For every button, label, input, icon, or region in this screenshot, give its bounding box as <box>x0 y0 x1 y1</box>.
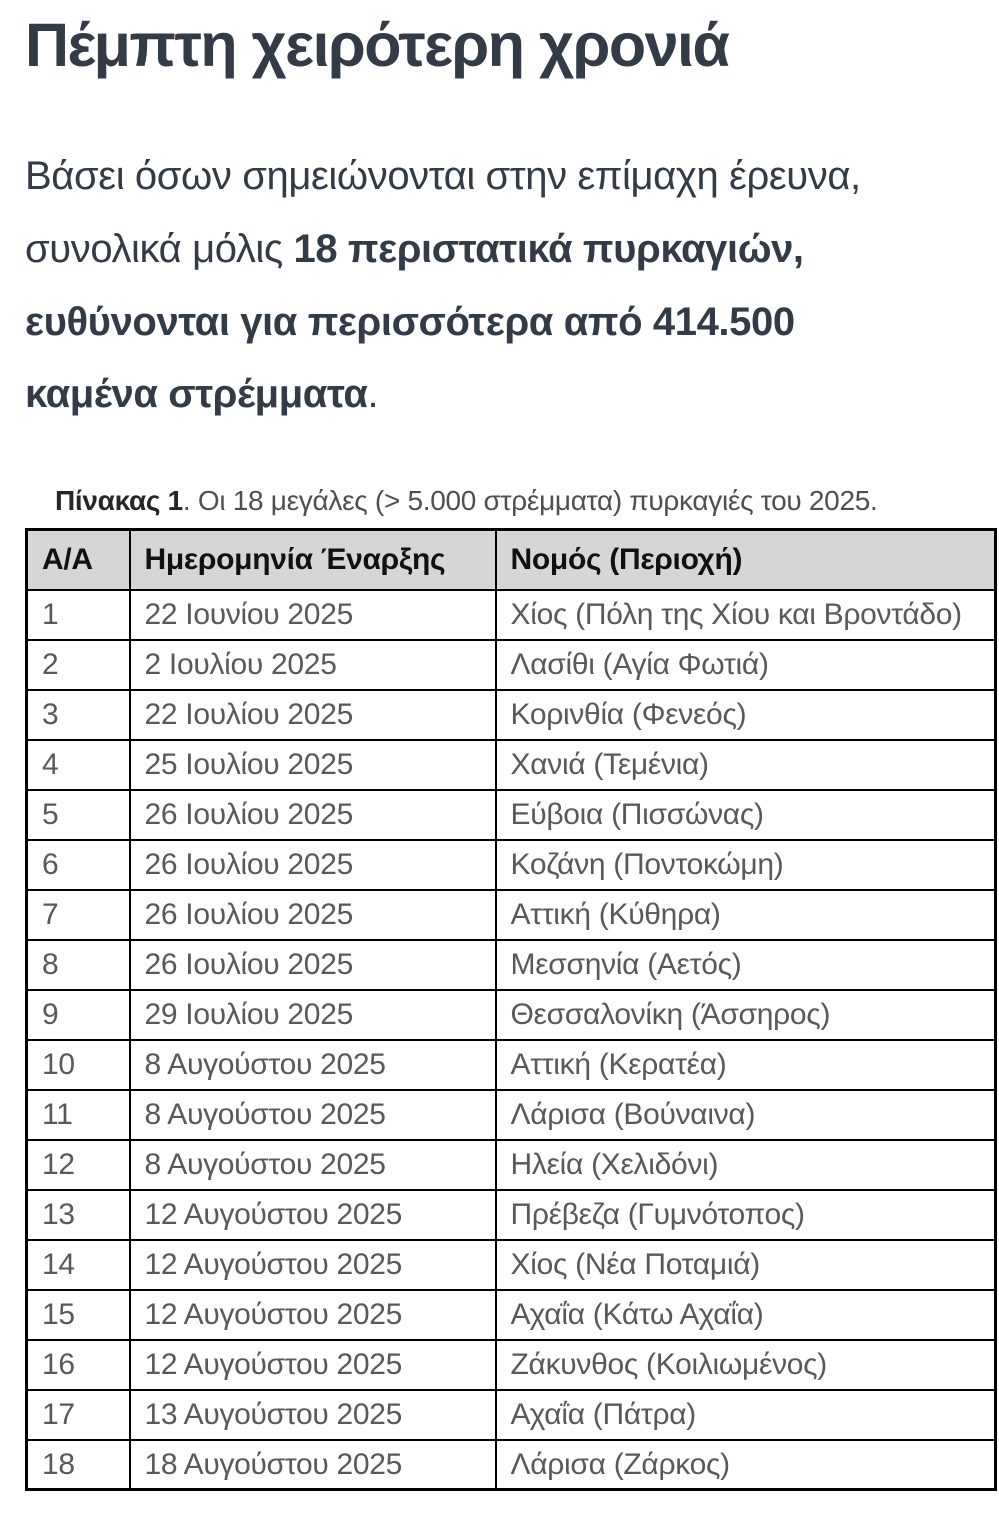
table-header-row <box>27 530 996 590</box>
cell-date: 12 Αυγούστου 2025 <box>130 1340 496 1390</box>
cell-date: 2 Ιουλίου 2025 <box>130 640 496 690</box>
cell-region: Εύβοια (Πισσώνας) <box>496 790 996 840</box>
cell-region: Ζάκυνθος (Κοιλιωμένος) <box>496 1340 996 1390</box>
cell-region: Αχαΐα (Κάτω Αχαΐα) <box>496 1290 996 1340</box>
cell-index: 17 <box>27 1390 130 1440</box>
cell-date: 29 Ιουλίου 2025 <box>130 990 496 1040</box>
table-row <box>27 1340 996 1390</box>
table-row <box>27 1140 996 1190</box>
cell-date: 25 Ιουλίου 2025 <box>130 740 496 790</box>
table-row <box>27 1040 996 1090</box>
cell-index: 15 <box>27 1290 130 1340</box>
cell-region: Κοζάνη (Ποντοκώμη) <box>496 840 996 890</box>
cell-index: 9 <box>27 990 130 1040</box>
cell-date: 13 Αυγούστου 2025 <box>130 1390 496 1440</box>
cell-date: 22 Ιουνίου 2025 <box>130 590 496 640</box>
table-row <box>27 1290 996 1340</box>
cell-region: Πρέβεζα (Γυμνότοπος) <box>496 1190 996 1240</box>
table-caption <box>55 485 974 517</box>
header-cell-index: Α/Α <box>27 530 130 590</box>
table-row <box>27 640 996 690</box>
table-row <box>27 1240 996 1290</box>
page-title: Πέμπτη χειρότερη χρονιά <box>25 11 729 79</box>
cell-index: 8 <box>27 940 130 990</box>
header-cell-region: Νομός (Περιοχή) <box>496 530 996 590</box>
cell-region: Αττική (Κύθηρα) <box>496 890 996 940</box>
cell-region: Θεσσαλονίκη (Άσσηρος) <box>496 990 996 1040</box>
table-row <box>27 940 996 990</box>
table-caption-label: Πίνακας 1 <box>55 485 183 517</box>
table-row <box>27 1440 996 1490</box>
cell-index: 11 <box>27 1090 130 1140</box>
intro-text-period: . <box>367 372 379 417</box>
cell-date: 18 Αυγούστου 2025 <box>130 1440 496 1490</box>
cell-index: 16 <box>27 1340 130 1390</box>
cell-date: 26 Ιουλίου 2025 <box>130 790 496 840</box>
cell-date: 12 Αυγούστου 2025 <box>130 1190 496 1240</box>
table-caption-text: . Οι 18 μεγάλες (> 5.000 στρέμματα) πυρκαγιές του 2025. <box>182 485 878 517</box>
cell-index: 10 <box>27 1040 130 1090</box>
cell-date: 8 Αυγούστου 2025 <box>130 1040 496 1090</box>
table-row <box>27 840 996 890</box>
fires-table <box>25 528 997 1491</box>
cell-index: 12 <box>27 1140 130 1190</box>
table-row <box>27 990 996 1040</box>
cell-region: Χίος (Πόλη της Χίου και Βροντάδο) <box>496 590 996 640</box>
cell-region: Λάρισα (Ζάρκος) <box>496 1440 996 1490</box>
header-cell-date: Ημερομηνία Έναρξης <box>130 530 496 590</box>
intro-text-regular: Βάσει όσων σημειώνονται στην επίμαχη έρευνα, συνολικά μόλις <box>25 154 861 271</box>
cell-index: 13 <box>27 1190 130 1240</box>
cell-region: Χίος (Νέα Ποταμιά) <box>496 1240 996 1290</box>
cell-index: 18 <box>27 1440 130 1490</box>
table-body <box>27 590 996 1490</box>
cell-index: 4 <box>27 740 130 790</box>
cell-index: 6 <box>27 840 130 890</box>
table-row <box>27 1190 996 1240</box>
cell-index: 7 <box>27 890 130 940</box>
cell-date: 22 Ιουλίου 2025 <box>130 690 496 740</box>
cell-index: 14 <box>27 1240 130 1290</box>
cell-region: Αττική (Κερατέα) <box>496 1040 996 1090</box>
table-row <box>27 890 996 940</box>
cell-region: Ηλεία (Χελιδόνι) <box>496 1140 996 1190</box>
table-row <box>27 740 996 790</box>
table-row <box>27 1090 996 1140</box>
cell-region: Λάρισα (Βούναινα) <box>496 1090 996 1140</box>
table-row <box>27 690 996 740</box>
cell-index: 5 <box>27 790 130 840</box>
cell-index: 2 <box>27 640 130 690</box>
table-row <box>27 1390 996 1440</box>
cell-date: 12 Αυγούστου 2025 <box>130 1240 496 1290</box>
table-row <box>27 590 996 640</box>
cell-date: 26 Ιουλίου 2025 <box>130 940 496 990</box>
intro-text-bold: 18 περιστατικά πυρκαγιών, ευθύνονται για περισσότερα από 414.500 καμένα στρέμματα <box>25 226 804 417</box>
cell-region: Αχαΐα (Πάτρα) <box>496 1390 996 1440</box>
cell-region: Χανιά (Τεμένια) <box>496 740 996 790</box>
cell-region: Μεσσηνία (Αετός) <box>496 940 996 990</box>
cell-date: 26 Ιουλίου 2025 <box>130 890 496 940</box>
cell-index: 1 <box>27 590 130 640</box>
cell-date: 8 Αυγούστου 2025 <box>130 1090 496 1140</box>
cell-date: 26 Ιουλίου 2025 <box>130 840 496 890</box>
cell-region: Λασίθι (Αγία Φωτιά) <box>496 640 996 690</box>
cell-index: 3 <box>27 690 130 740</box>
table-row <box>27 790 996 840</box>
cell-date: 12 Αυγούστου 2025 <box>130 1290 496 1340</box>
intro-paragraph <box>25 140 905 431</box>
cell-date: 8 Αυγούστου 2025 <box>130 1140 496 1190</box>
cell-region: Κορινθία (Φενεός) <box>496 690 996 740</box>
